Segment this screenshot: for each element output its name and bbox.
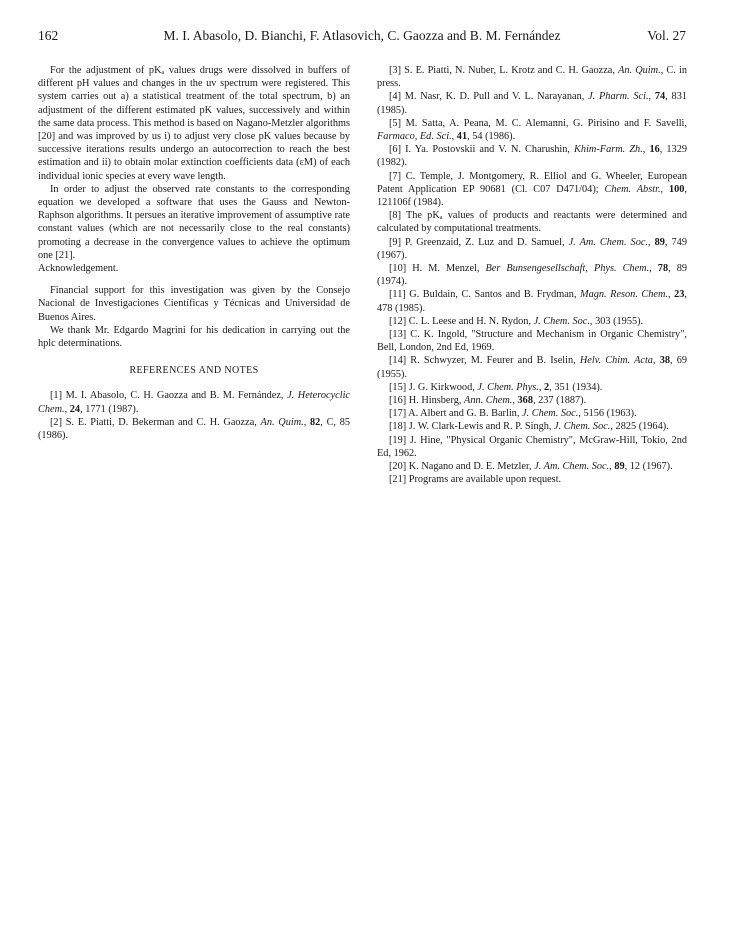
reference-item: [20] K. Nagano and D. E. Metzler, J. Am. Chem. Soc., 89, 12 (1967).: [389, 461, 673, 473]
acknowledgement-heading: Acknowledgement.: [38, 263, 119, 275]
body-paragraph-pka: For the adjustment of pKₐ values drugs were dissolved in buffers of different pH values and changes in the uv spectrum were registered. This system carries out a) a statistical treatment of the total spectrum, b) an adjustment of the different estimated pK values, successively and within the same data process. This method is based on Nagano-Metzler algorithms [20] and was improved by us i) to adjust very close pK values because by successive iterations results undergo an autocorrection to reach the best estimation and ii) to obtain molar extinction coefficients data (εM) of each individual ionic species at every wave length.: [38, 65, 350, 182]
reference-item: [9] P. Greenzaid, Z. Luz and D. Samuel, J. Am. Chem. Soc., 89, 749 (1967).: [377, 236, 687, 261]
reference-item: [4] M. Nasr, K. D. Pull and V. L. Narayanan, J. Pharm. Sci., 74, 831 (1985).: [377, 91, 687, 116]
reference-item: [1] M. I. Abasolo, C. H. Gaozza and B. M. Fernández, J. Heterocyclic Chem., 24, 1771 (1987).: [38, 390, 350, 415]
left-column: [38, 64, 350, 442]
reference-item: [19] J. Hine, "Physical Organic Chemistry", McGraw-Hill, Tokio, 2nd Ed, 1962.: [377, 434, 687, 459]
reference-item: [13] C. K. Ingold, "Structure and Mechanism in Organic Chemistry", Bell, London, 2nd Ed, 1969.: [377, 329, 687, 354]
reference-item: [17] A. Albert and G. B. Barlin, J. Chem. Soc., 5156 (1963).: [389, 408, 637, 420]
reference-item: [11] G. Buldain, C. Santos and B. Frydman, Magn. Reson. Chem., 23, 478 (1985).: [377, 289, 687, 314]
volume-number: Vol. 27: [647, 28, 686, 43]
acknowledgement-thanks: We thank Mr. Edgardo Magrini for his dedication in carrying out the hplc determinations.: [38, 324, 350, 350]
reference-item: [2] S. E. Piatti, D. Bekerman and C. H. Gaozza, An. Quim., 82, C, 85 (1986).: [38, 416, 351, 442]
reference-item: [5] M. Satta, A. Peana, M. C. Alemanni, G. Pirisino and F. Savelli, Farmaco, Ed. Sci., 41, 54 (1986).: [377, 117, 687, 143]
right-column: [377, 64, 687, 487]
reference-item: [12] C. L. Leese and H. N. Rydon, J. Chem. Soc., 303 (1955).: [389, 315, 644, 327]
reference-item: [21] Programs are available upon request.: [389, 474, 562, 486]
acknowledgement-funding: Financial support for this investigation was given by the Consejo Nacional de Investigaciones Científicas y Técnicas and Universidad de Buenos Aires.: [38, 285, 350, 323]
reference-item: [7] C. Temple, J. Montgomery, R. Elliol and G. Wheeler, European Patent Application EP 90681 (Cl. C07 D471/04); Chem. Abstr., 100, 121106f (1984).: [377, 170, 687, 209]
references-list-left: [38, 389, 350, 442]
reference-item: [14] R. Schwyzer, M. Feurer and B. Iselin, Helv. Chim. Acta, 38, 69 (1955).: [377, 355, 687, 380]
reference-item: [3] S. E. Piatti, N. Nuber, L. Krotz and C. H. Gaozza, An. Quim., C. in press.: [377, 65, 687, 90]
reference-item: [10] H. M. Menzel, Ber Bunsengesellschaft, Phys. Chem., 78, 89 (1974).: [377, 263, 688, 288]
reference-item: [18] J. W. Clark-Lewis and R. P. Singh, J. Chem. Soc., 2825 (1964).: [389, 421, 669, 433]
body-paragraph-rate-constants: In order to adjust the observed rate constants to the corresponding equation we developed a software that uses the Gauss and Newton-Raphson algorithms. It persues an iterative improvement of assumptive rate constant values (which are not necessarily close to the real constants) promoting a decrease in the convergence values to achieve the optimum one [21].: [38, 183, 350, 261]
reference-item: [8] The pKₐ values of products and reactants were determined and calculated by computational treatments.: [377, 210, 687, 235]
reference-item: [6] I. Ya. Postovskii and V. N. Charushin, Khim-Farm. Zh., 16, 1329 (1982).: [377, 144, 688, 169]
running-authors: M. I. Abasolo, D. Bianchi, F. Atlasovich, C. Gaozza and B. M. Fernández: [163, 28, 561, 43]
reference-item: [15] J. G. Kirkwood, J. Chem. Phys., 2, 351 (1934).: [389, 381, 603, 393]
running-header: [38, 28, 686, 50]
references-heading: REFERENCES AND NOTES: [129, 365, 259, 377]
page-number: 162: [38, 28, 59, 43]
references-list-right: [377, 64, 687, 487]
reference-item: [16] H. Hinsberg, Ann. Chem., 368, 237 (1887).: [389, 395, 587, 407]
